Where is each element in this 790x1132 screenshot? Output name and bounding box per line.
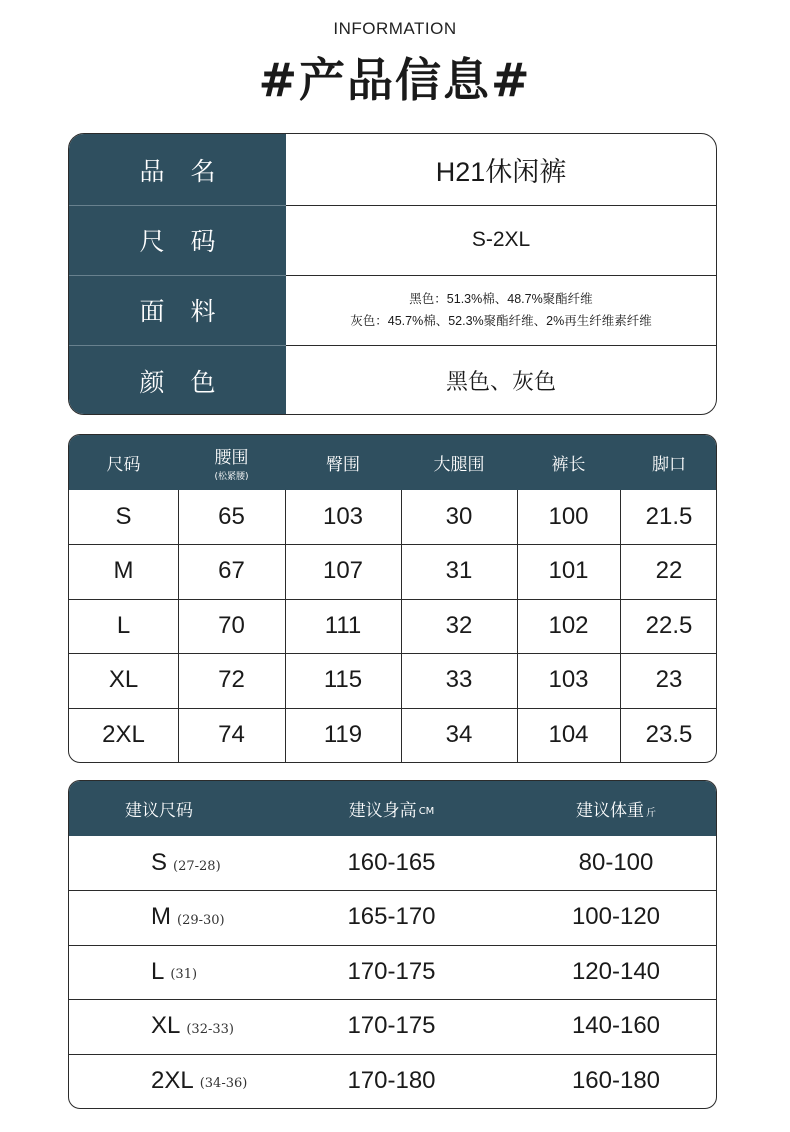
rec-cell-weight: 120-140 [571, 957, 661, 985]
recommendation-table [68, 780, 717, 1109]
recommendation-header [69, 781, 716, 836]
rec-size-value: 2XL [151, 1066, 194, 1094]
header-thigh: 大腿围 [433, 455, 485, 475]
info-row-fabric [69, 275, 716, 345]
size-cell-hip: 103 [322, 503, 364, 530]
size-cell-size: L [116, 611, 131, 639]
size-cell-hem: 23.5 [645, 720, 693, 748]
rec-cell-height: 170-175 [347, 957, 436, 985]
size-cell-length: 104 [548, 720, 589, 748]
info-key: 尺码 [69, 205, 286, 275]
size-cell-hem: 23 [655, 666, 683, 694]
size-cell-size: XL [108, 666, 139, 694]
rec-size-range: (32-33) [186, 1021, 234, 1037]
header-recommended-weight [514, 781, 717, 836]
divider [69, 205, 286, 206]
rec-size-value: XL [151, 1012, 181, 1040]
rec-size-value: S [151, 849, 168, 876]
rec-size-value: M [151, 903, 171, 931]
size-cell-hip: 107 [322, 557, 364, 585]
size-chart-header [69, 435, 716, 490]
rec-cell-size [151, 1054, 247, 1108]
page-title: #产品信息# [258, 53, 532, 107]
size-cell-size: M [113, 557, 134, 585]
divider [286, 345, 716, 346]
rec-cell-weight: 140-160 [571, 1012, 661, 1040]
size-cell-length: 100 [548, 503, 589, 530]
size-chart-table [68, 434, 717, 763]
size-cell-hem: 22 [655, 557, 683, 585]
size-cell-waist: 72 [218, 666, 245, 694]
header-recommended-height [269, 781, 514, 836]
size-cell-thigh: 32 [445, 611, 473, 639]
column-divider [285, 490, 286, 763]
size-cell-thigh: 30 [445, 503, 473, 530]
size-cell-thigh: 34 [445, 720, 473, 748]
column-divider [620, 490, 621, 763]
size-cell-size: S [115, 503, 132, 530]
size-cell-waist: 65 [218, 503, 245, 530]
info-key: 颜色 [69, 345, 286, 415]
rec-cell-weight: 100-120 [571, 903, 661, 931]
rec-cell-height: 170-180 [347, 1066, 436, 1094]
info-row-name [69, 134, 716, 205]
size-cell-hip: 115 [323, 666, 363, 694]
header-recommended-size: 建议尺码 [125, 801, 193, 821]
size-cell-thigh: 33 [445, 666, 473, 694]
rec-cell-size [151, 945, 197, 999]
size-cell-length: 101 [548, 557, 589, 585]
header-weight-unit: 斤 [646, 807, 656, 819]
info-row-color [69, 345, 716, 415]
divider [286, 205, 716, 206]
header-hem: 脚口 [652, 455, 686, 475]
header-waist-label: 腰围 [214, 448, 249, 468]
header-waist-note: (松紧腰) [214, 472, 249, 482]
header-hip: 臀围 [326, 455, 360, 475]
rec-cell-height: 165-170 [347, 903, 436, 931]
header-waist [178, 435, 285, 490]
info-value: H21休闲裤 [435, 157, 567, 187]
size-cell-waist: 70 [218, 611, 245, 639]
rec-cell-height: 170-175 [347, 1012, 436, 1040]
size-cell-waist: 67 [218, 557, 245, 585]
rec-size-range: (29-30) [177, 912, 225, 928]
rec-cell-size [151, 999, 234, 1053]
rec-size-value: L [151, 957, 165, 985]
product-info-table [68, 133, 717, 415]
rec-size-range: (27-28) [173, 858, 221, 874]
size-cell-hip: 111 [324, 611, 362, 639]
size-cell-hem: 22.5 [645, 611, 693, 639]
rec-cell-height: 160-165 [347, 849, 436, 876]
size-cell-thigh: 31 [445, 557, 473, 585]
column-divider [401, 490, 402, 763]
divider [69, 345, 286, 346]
info-key: 面料 [69, 275, 286, 345]
rec-cell-size [151, 836, 221, 890]
size-cell-size: 2XL [102, 720, 145, 748]
info-value: S-2XL [471, 228, 531, 251]
header-length: 裤长 [551, 455, 586, 475]
header-height-label: 建议身高 [348, 801, 417, 821]
header-en-title: INFORMATION [333, 19, 457, 38]
size-cell-waist: 74 [218, 720, 245, 748]
rec-cell-weight: 80-100 [578, 849, 654, 876]
size-cell-hem: 21.5 [645, 503, 693, 530]
rec-cell-size [151, 890, 225, 944]
info-key: 品名 [69, 134, 286, 205]
rec-size-range: (31) [170, 967, 198, 983]
info-value [286, 275, 716, 345]
column-divider [178, 490, 179, 763]
size-cell-length: 103 [548, 666, 589, 694]
column-divider [517, 490, 518, 763]
size-cell-length: 102 [548, 611, 589, 639]
divider [69, 275, 286, 276]
info-value: 黑色、灰色 [445, 370, 556, 395]
size-cell-hip: 119 [323, 720, 363, 748]
rec-cell-weight: 160-180 [571, 1066, 661, 1094]
header-weight-label: 建议体重 [576, 801, 644, 821]
divider [286, 275, 716, 276]
header-size: 尺码 [106, 455, 141, 475]
header-height-unit: CM [418, 805, 435, 817]
info-row-size [69, 205, 716, 275]
fabric-line: 灰色：45.7%棉、52.3%聚酯纤维、2%再生纤维素纤维 [350, 314, 652, 328]
rec-size-range: (34-36) [199, 1076, 248, 1092]
fabric-line: 黑色：51.3%棉、48.7%聚酯纤维 [409, 292, 593, 306]
